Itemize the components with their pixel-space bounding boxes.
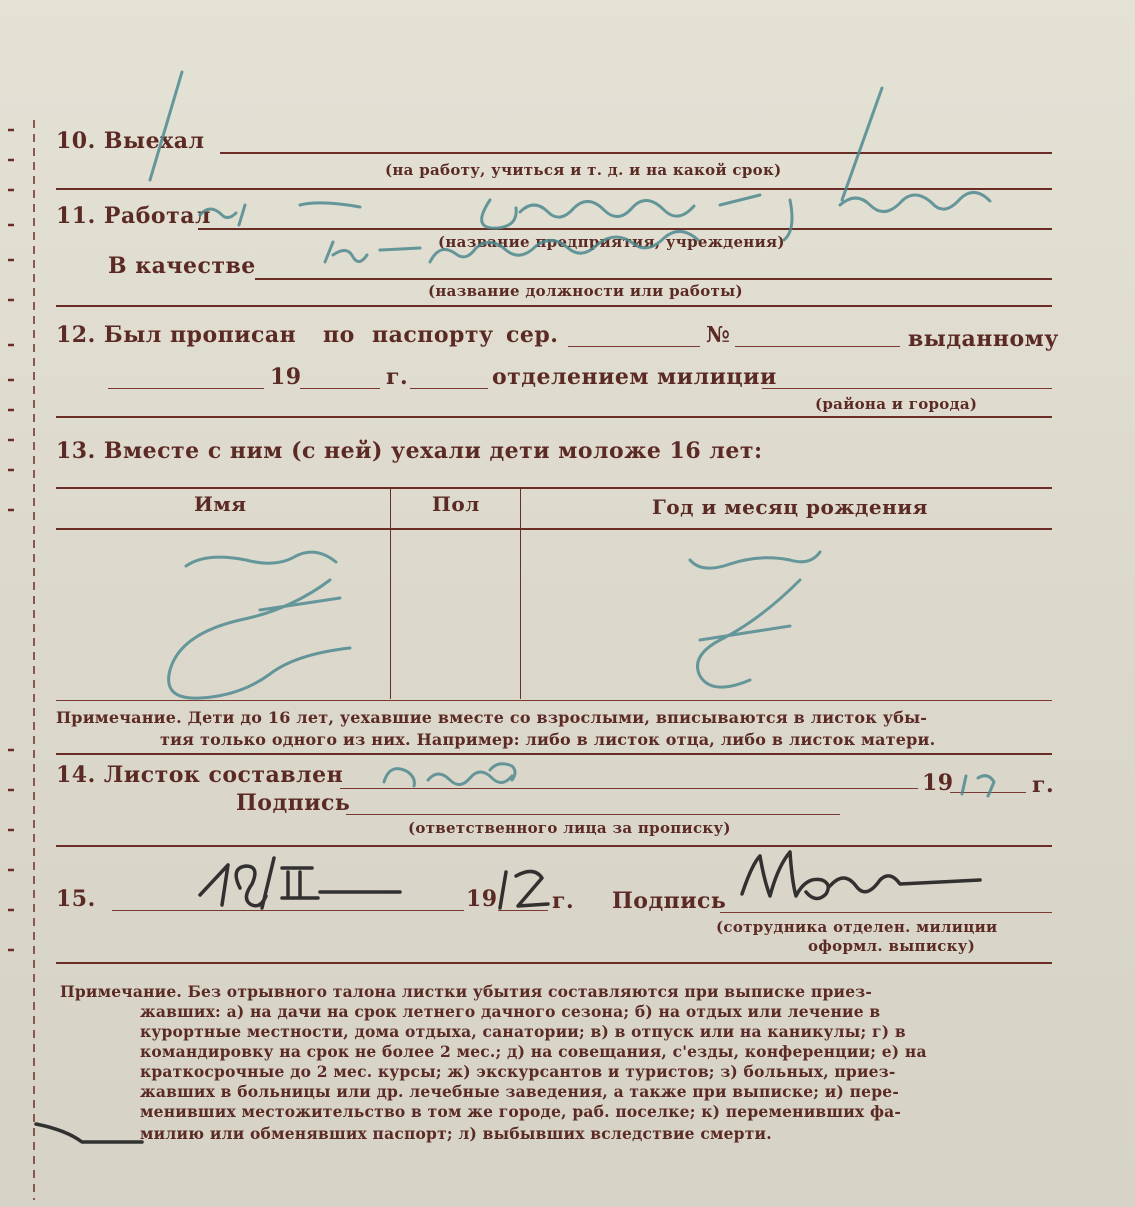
series-field — [568, 346, 700, 347]
item-15-sign-line — [720, 912, 1052, 913]
item-14-label: 14. Листок составлен — [56, 762, 344, 788]
handwritten-tick-left — [36, 1124, 142, 1142]
item-12-series-label: сер. — [506, 322, 559, 348]
item-11-position-line — [255, 278, 1052, 280]
divider — [56, 962, 1052, 964]
item-12-number-label: № — [706, 322, 731, 348]
item-14-hint: (ответственного лица за прописку) — [408, 819, 731, 837]
item-14-g: г. — [1032, 772, 1055, 798]
item-15-label: 15. — [56, 886, 96, 912]
item-14-year: 19 — [922, 770, 954, 796]
table-bottom-line — [56, 700, 1052, 701]
table-header-sex: Пол — [432, 492, 480, 516]
item-11-hint: (название предприятия, учреждения) — [438, 233, 785, 251]
note-1-line-2: тия только одного из них. Например: либо в листок отца, либо в листок матери. — [160, 730, 936, 749]
note-1-title: Примечание. — [56, 708, 182, 727]
item-10-line — [220, 152, 1052, 154]
divider — [56, 305, 1052, 307]
item-11-line — [198, 228, 1052, 230]
note-1-text-1: Дети до 16 лет, уехавшие вместе со взрослыми, вписываются в листок убы- — [187, 708, 928, 727]
note-2-text-1: Без отрывного талона листки убытия составляются при выписке приез- — [187, 982, 872, 1001]
item-12-g: г. — [386, 364, 409, 390]
perforation-marks — [0, 0, 40, 1207]
handwritten-z-left — [169, 552, 350, 698]
item-15-sign-label: Подпись — [612, 888, 727, 914]
table-col-divider-2 — [520, 487, 521, 699]
item-14-sign-line — [346, 814, 840, 815]
item-13-label: 13. Вместе с ним (с ней) уехали дети моложе 16 лет: — [56, 438, 763, 464]
dept-field — [762, 388, 1052, 389]
note-2-line-7: менивших местожительство в том же городе, раб. поселке; к) переменивших фа- — [140, 1102, 902, 1121]
note-2-line-4: командировку на срок не более 2 мес.; д) на совещания, с'езды, конференции; е) на — [140, 1042, 927, 1061]
table-header-name: Имя — [194, 492, 247, 516]
handwritten-compiler-name — [384, 764, 515, 786]
handwritten-z-right — [690, 552, 820, 687]
item-14-line — [340, 788, 918, 789]
table-top-line — [56, 487, 1052, 489]
item-12-dept: отделением милиции — [492, 364, 777, 390]
note-2-line-6: жавших в больницы или др. лечебные заведения, а также при выписке; и) пере- — [140, 1082, 899, 1101]
item-14-year-field — [950, 792, 1026, 793]
num-field — [410, 388, 488, 389]
divider — [56, 845, 1052, 847]
ink-diagonal-mark-right — [842, 88, 882, 200]
handwritten-signature — [742, 852, 980, 899]
item-15-g: г. — [552, 888, 575, 914]
item-14-sign-label: Подпись — [236, 790, 351, 816]
item-15-hint-2: оформл. выписку) — [808, 937, 976, 955]
item-15-hint-1: (сотрудника отделен. милиции — [716, 918, 998, 936]
divider — [56, 753, 1052, 755]
ink-diagonal-mark-left — [150, 72, 182, 180]
number-field — [735, 346, 900, 347]
item-11-position-label: В качестве — [108, 253, 256, 279]
item-12-year: 19 — [270, 364, 302, 390]
note-2-line-8: милию или обменявших паспорт; л) выбывших вследствие смерти. — [140, 1124, 772, 1143]
note-2-line-2: жавших: а) на дачи на срок летнего дачного сезона; б) на отдых или лечение в — [140, 1002, 881, 1021]
note-1-line-1 — [56, 708, 927, 727]
item-12-passport: паспорту — [372, 322, 494, 348]
note-2-line-5: краткосрочные до 2 мес. курсы; ж) экскурсантов и туристов; з) больных, приез- — [140, 1062, 896, 1081]
item-10-label: 10. Выехал — [56, 128, 205, 154]
note-2-line-3: курортные местности, дома отдыха, санатории; в) в отпуск или на каникулы; г) в — [140, 1022, 906, 1041]
handwritten-date-15 — [200, 858, 400, 908]
note-2-title: Примечание. — [60, 982, 182, 1001]
item-12-issued: выданному — [908, 326, 1059, 352]
handwritten-year-15 — [500, 871, 548, 908]
item-15-date-line — [112, 910, 464, 911]
item-15-year: 19 — [466, 886, 498, 912]
date-field — [108, 388, 264, 389]
note-2-line-1 — [60, 982, 872, 1001]
divider — [56, 416, 1052, 418]
table-header-birth: Год и месяц рождения — [652, 495, 928, 519]
item-12-po: по — [323, 322, 355, 348]
item-11-label: 11. Работал — [56, 203, 211, 229]
item-15-year-field — [498, 910, 548, 911]
item-10-hint: (на работу, учиться и т. д. и на какой срок) — [385, 161, 782, 179]
divider — [56, 188, 1052, 190]
item-12-label: 12. Был прописан — [56, 322, 297, 348]
item-12-hint: (района и города) — [815, 395, 978, 413]
year-field — [300, 388, 380, 389]
item-11-position-hint: (название должности или работы) — [428, 282, 743, 300]
table-col-divider-1 — [390, 487, 391, 699]
table-header-line — [56, 528, 1052, 530]
